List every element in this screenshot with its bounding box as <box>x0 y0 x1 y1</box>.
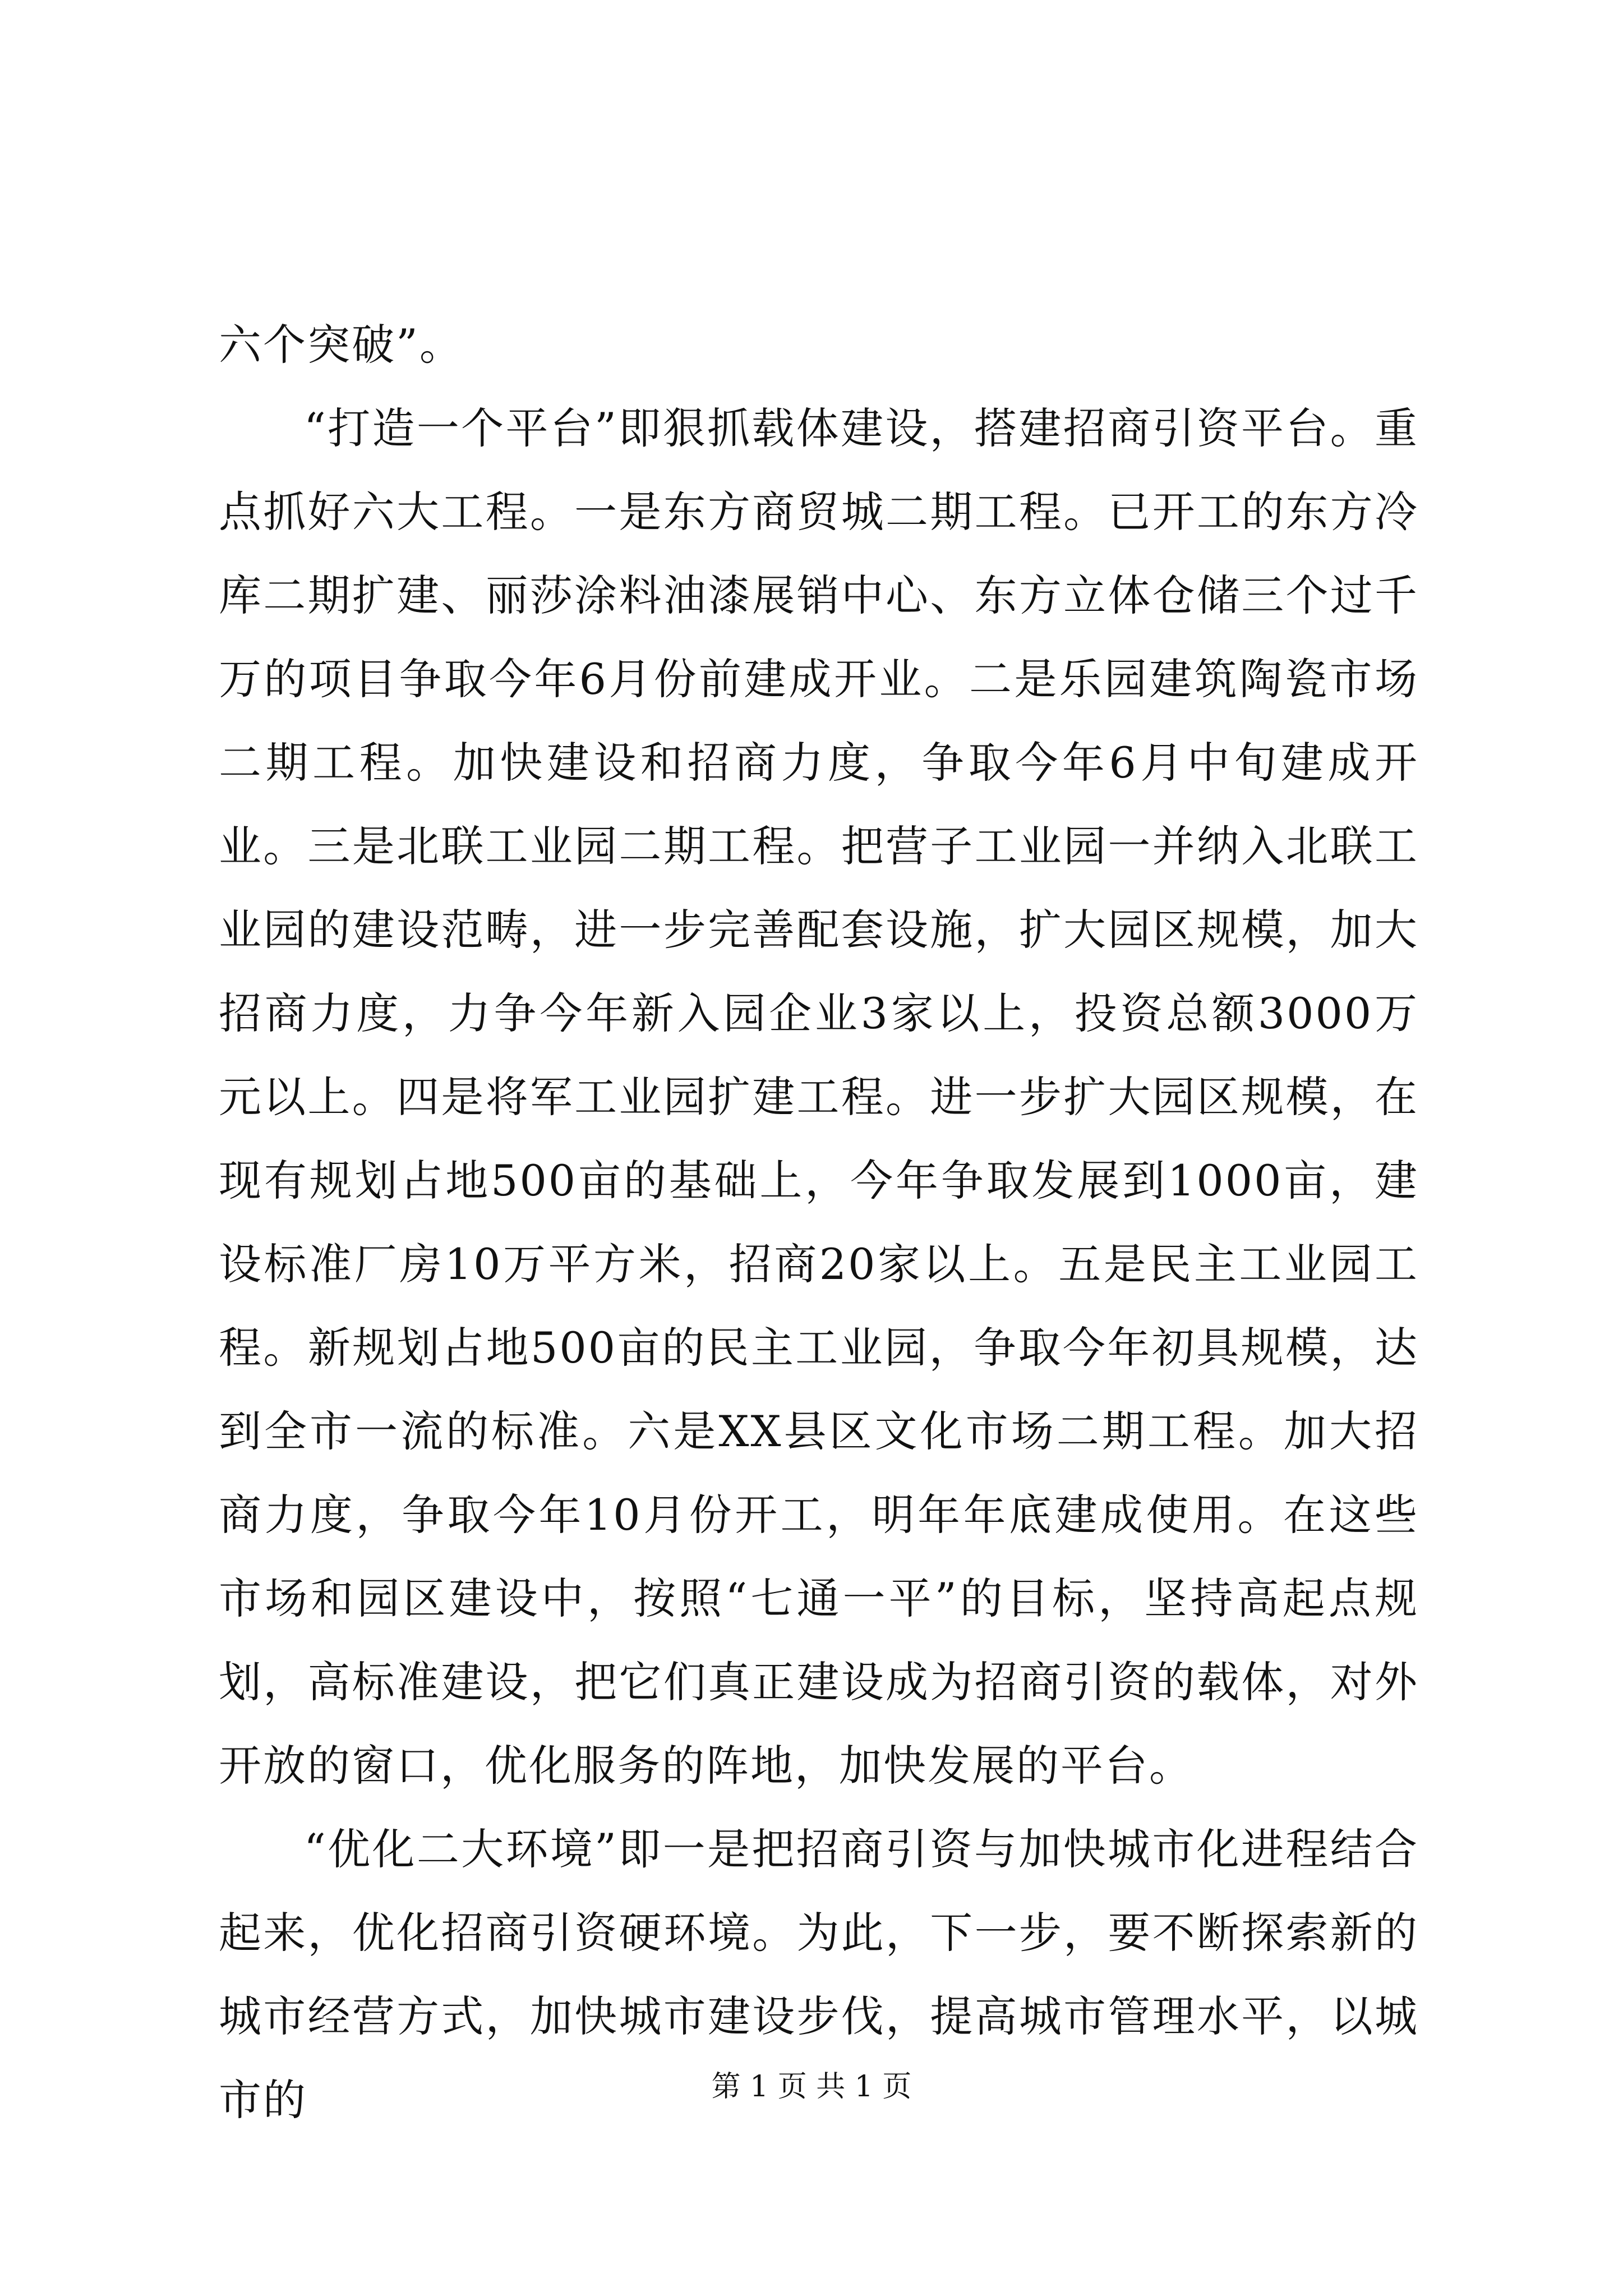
paragraph-environment: “优化二大环境”即一是把招商引资与加快城市化进程结合起来，优化招商引资硬环境。为此，下一步，要不断探索新的城市经营方式，加快城市建设步伐，提高城市管理水平，以城市的 <box>219 1824 1419 2125</box>
document-body <box>219 303 1419 2142</box>
paragraph-platform: “打造一个平台”即狠抓载体建设，搭建招商引资平台。重点抓好六大工程。一是东方商贸城二期工程。已开工的东方冷库二期扩建、丽莎涂料油漆展销中心、东方立体仓储三个过千万的项目争取今年6月份前建成开业。二是乐园建筑陶瓷市场二期工程。加快建设和招商力度，争取今年6月中旬建成开业。三是北联工业园二期工程。把营子工业园一并纳入北联工业园的建设范畴，进一步完善配套设施，扩大园区规模，加大招商力度，力争今年新入园企业3家以上，投资总额3000万元以上。四是将军工业园扩建工程。进一步扩大园区规模，在现有规划占地500亩的基础上，今年争取发展到1000亩，建设标准厂房10万平方米，招商20家以上。五是民主工业园工程。新规划占地500亩的民主工业园，争取今年初具规模，达到全市一流的标准。六是XX县区文化市场二期工程。加大招商力度，争取今年10月份开工，明年年底建成使用。在这些市场和园区建设中，按照“七通一平”的目标，坚持高起点规划，高标准建设，把它们真正建设成为招商引资的载体，对外开放的窗口，优化服务的阵地，加快发展的平台。 <box>219 403 1419 1791</box>
page-footer: 第 1 页 共 1 页 <box>711 2070 912 2104</box>
paragraph-continuation: 六个突破”。 <box>219 320 464 370</box>
